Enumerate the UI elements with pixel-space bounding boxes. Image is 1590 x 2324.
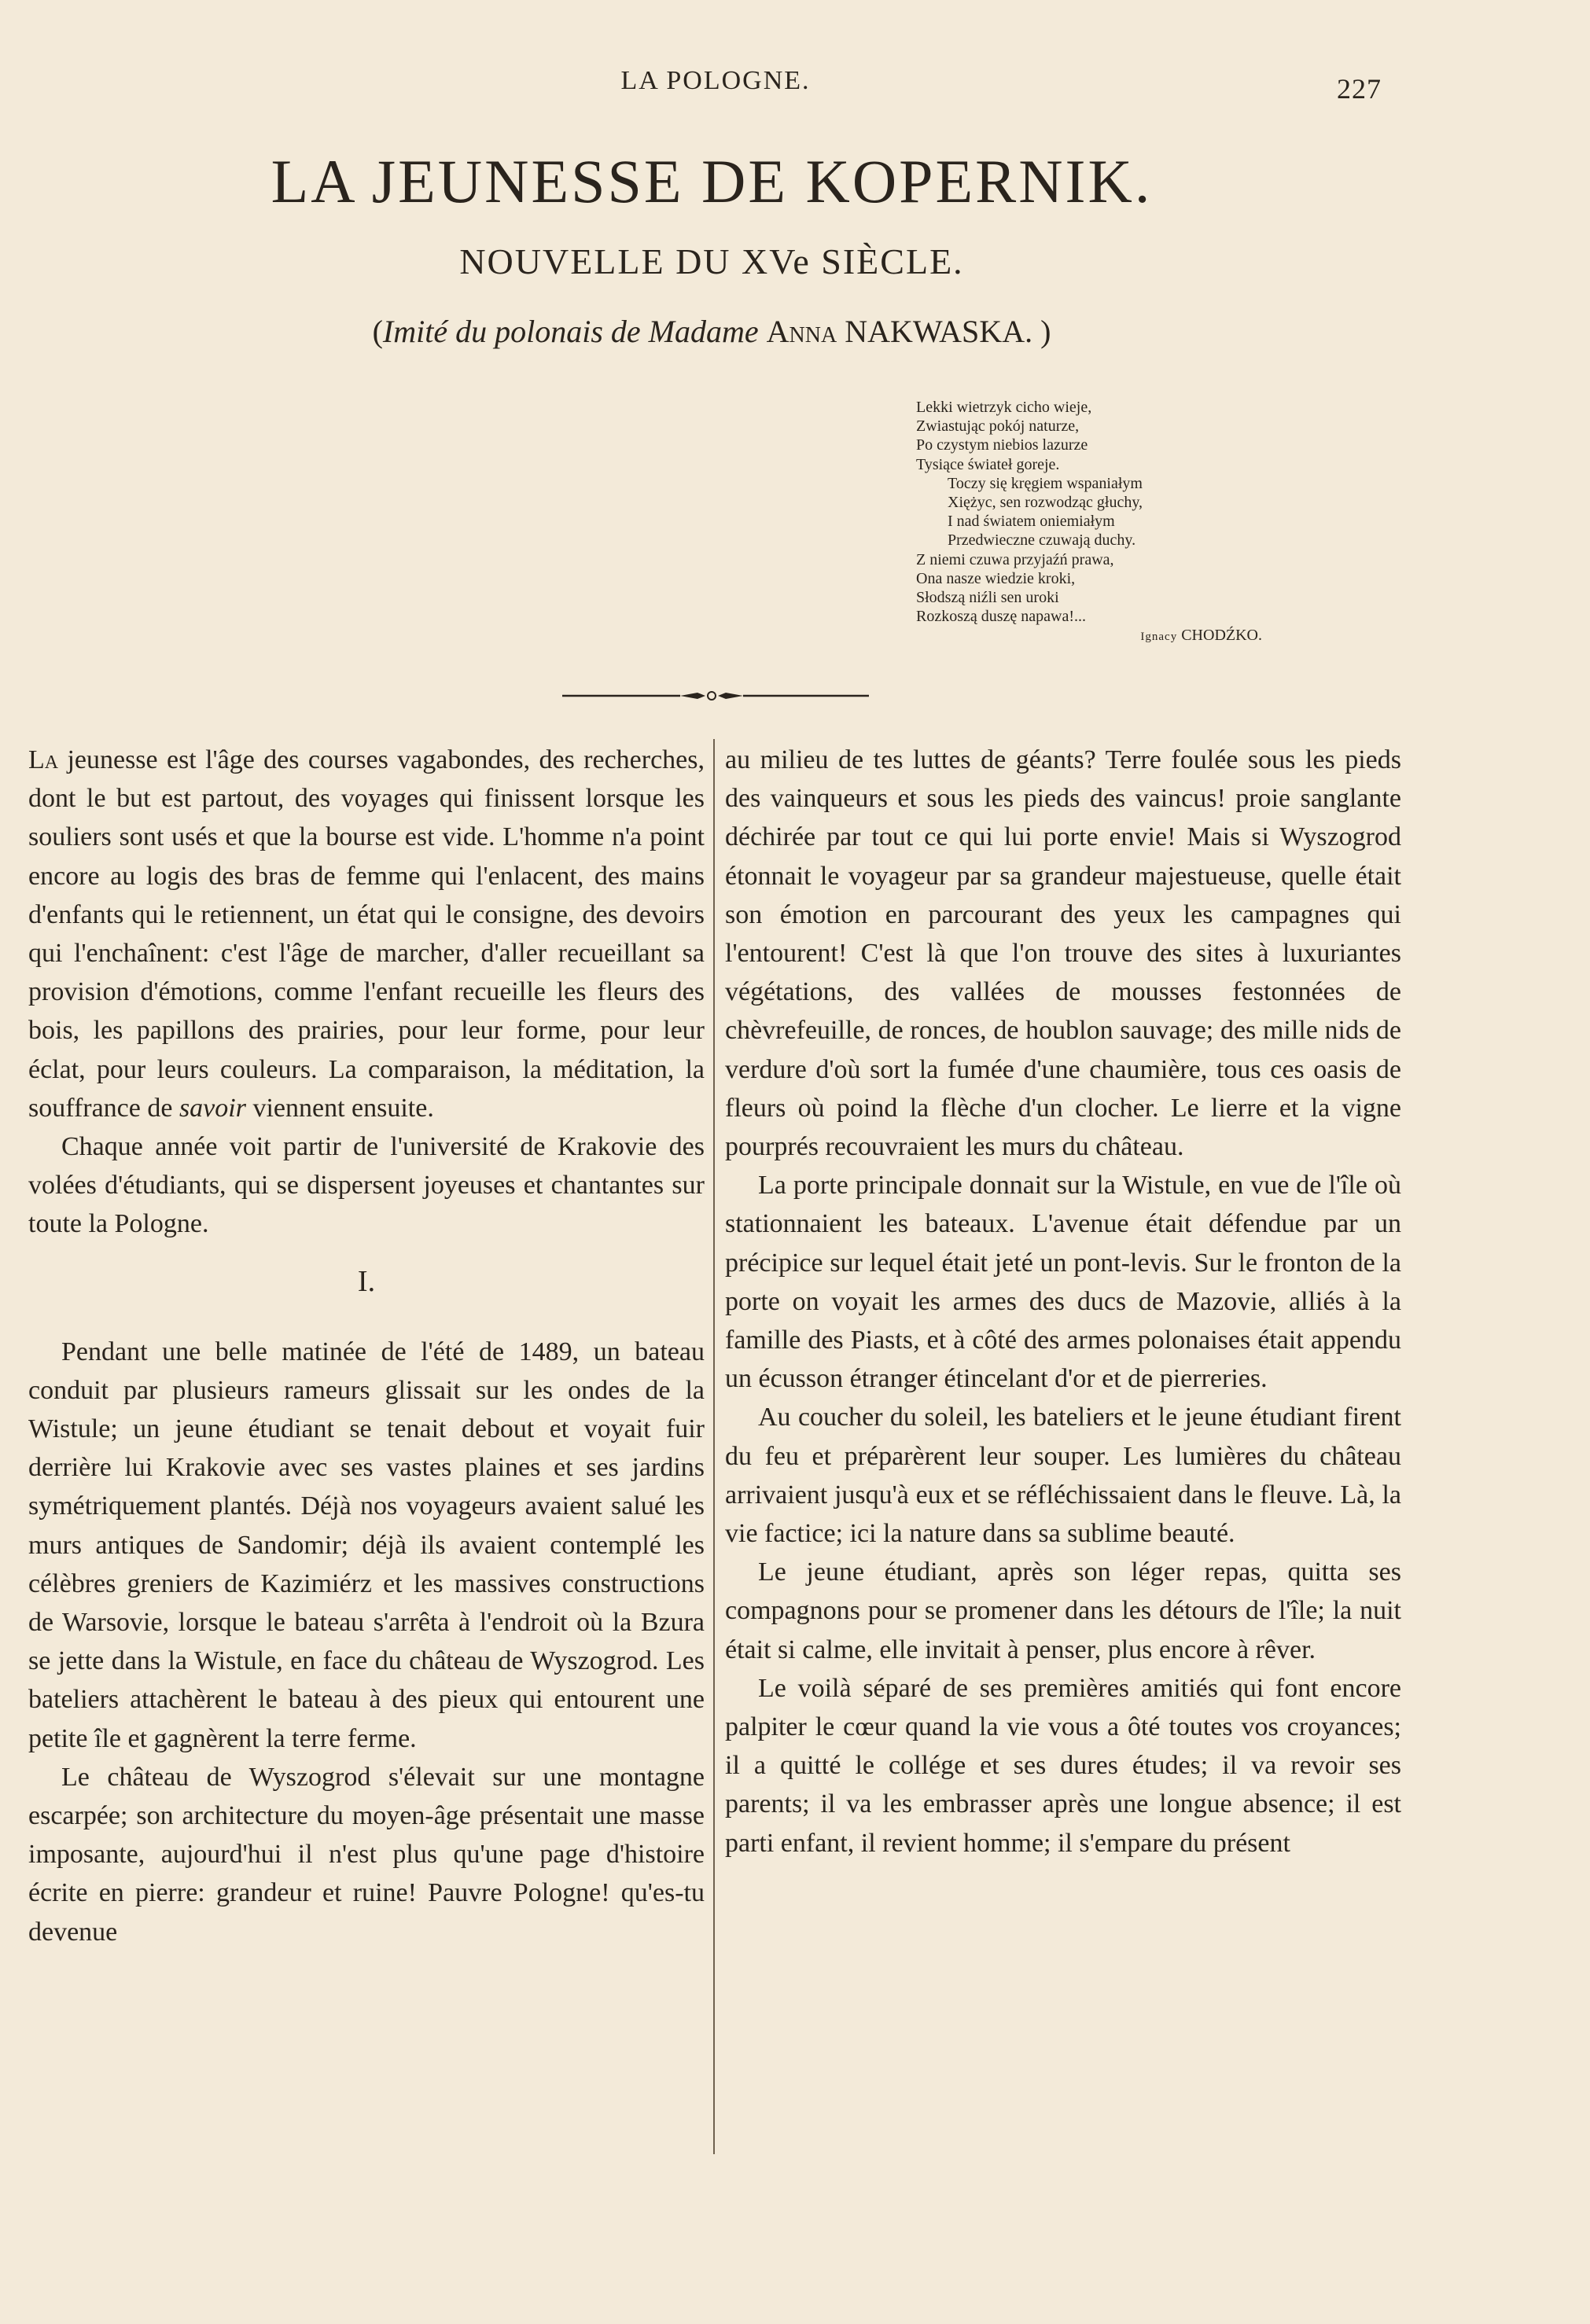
epigraph-line: Lekki wietrzyk cicho wieje, [916,399,1092,416]
epigraph-line: Xiężyc, sen rozwodząc głuchy, [948,494,1143,512]
section-heading: I. [357,1264,376,1298]
paragraph: Chaque année voit partir de l'université de Krakovie des volées d'étudiants, qui se dispersent joyeuses et chantantes sur toute la Pologne. [28,1132,705,1239]
epigraph-line: Słodszą niźli sen uroki [916,589,1059,607]
paragraph: Le château de Wyszogrod s'élevait sur une montagne escarpée; son architecture du moyen-âge présentait une masse imposante, aujourd'hui il n'est plus qu'une page d'histoire écrite en pierre: grandeur et ruine! Pauvre Pologne! qu'es-tu devenue [28,1762,705,1947]
epigraph-line: Rozkoszą duszę napawa!... [916,608,1087,626]
drop-cap: La [28,745,59,774]
epigraph-line: Tysiące świateł goreje. [916,455,1060,473]
attribution-surname: NAKWASKA. [845,314,1033,349]
paragraph: Le voilà séparé de ses premières amitiés qui font encore palpiter le cœur quand la vie vous a ôté toutes vos croyances; il a quitté le collége et ses dures études; il va revoir ses parents; il va les embrasser après une longue absence; il est parti enfant, il revient homme; il s'empare du présent [725,1673,1401,1858]
column-rule [713,739,715,2154]
attribution-italic-text: Imité du polonais de Madame [382,314,759,349]
epigraph-line: Toczy się kręgiem wspaniałym [948,474,1143,492]
paragraph-text: jeunesse est l'âge des courses vagabondes, des recherches, dont le but est partout, des voyages qui finissent lorsque les souliers sont usés et que la bourse est vide. L'homme n'a point encore au logis des bras de femme qui l'enlacent, des mains d'enfants qui le retiennent, un état qui le consigne, des devoirs qui l'enchaînent: c'est l'âge de marcher, d'aller recueillant sa provision d'émotions, comme l'enfant recueille les fleurs des bois, les papillons des prairies, pour leur forme, pour leur éclat, pour leurs couleurs. La comparaison, la méditation, la souffrance de [28,745,705,1123]
attribution-open-paren: ( [372,314,383,349]
epigraph [916,398,1262,647]
paragraph: La porte principale donnait sur la Wistule, en vue de l'île où stationnaient les bateaux. L'avenue était défendue par un précipice sur lequel était jeté un pont-levis. Sur le fronton de la porte on voyait les armes des ducs de Mazovie, alliés à la famille des Piasts, et à côté des armes polonaises était appendu un écusson étranger étincelant d'or et de pierreries. [725,1171,1401,1394]
paragraph: Au coucher du soleil, les bateliers et le jeune étudiant firent du feu et préparèrent leur souper. Les lumières du château arrivaient jusqu'à eux et se réfléchissaient dans le fleuve. Là, la vie factice; ici la nature dans sa sublime beauté. [725,1403,1401,1549]
paragraph: au milieu de tes luttes de géants? Terre foulée sous les pieds des vainqueurs et sous les pieds des vaincus! proie sanglante déchirée par tout ce qui lui porte envie! Mais si Wyszogrod étonnait le voyageur par sa grandeur majestueuse, quelle était son émotion en parcourant des yeux les campagnes qui l'entourent! C'est là que l'on trouve des sites à luxuriantes végétations, des vallées de mousses festonnées de chèvrefeuille, de ronces, de houblon sauvage; des mille nids de verdure d'où sort la fumée d'une chaumière, tous ces oasis de fleurs où poind la flèche d'un clocher. Le lierre et la vigne pourprés recouvraient les murs du château. [725,745,1401,1162]
epigraph-author-last: CHODŹKO. [1181,627,1262,645]
right-column [725,741,1401,1863]
left-column [28,741,705,1951]
paragraph [28,741,705,1127]
paragraph: Pendant une belle matinée de l'été de 1489, un bateau conduit par plusieurs rameurs glissait sur les ondes de la Wistule; un jeune étudiant se tenait debout et voyait fuir derrière lui Krakovie avec ses vastes plaines et ses jardins symétriquement plantés. Déjà nos voyageurs avaient salué les murs antiques de Sandomir; déjà ils avaient contemplé les célèbres greniers de Kazimiérz et les massives constructions de Warsovie, lorsque le bateau s'arrêta à l'endroit où la Bzura se jette dans la Wistule, en face du château de Wyszogrod. Les bateliers attachèrent le bateau à des pieux qui entourent une petite île et gagnèrent la terre ferme. [28,1337,705,1753]
epigraph-line: Zwiastując pokój naturze, [916,417,1080,436]
epigraph-line: I nad światem oniemiałym [948,513,1115,531]
paragraph-text-end: viennent ensuite. [245,1093,434,1123]
epigraph-line: Ona nasze wiedzie kroki, [916,569,1076,587]
attribution [0,313,1423,350]
attribution-close-paren: ) [1040,314,1051,349]
epigraph-line: Po czystym niebios lazurze [916,436,1088,454]
epigraph-line: Z niemi czuwa przyjaźń prawa, [916,550,1114,568]
epigraph-author-first: Ignacy [1140,631,1178,644]
subtitle: NOUVELLE DU XVe SIÈCLE. [459,241,964,281]
ornament-divider-icon [562,686,869,706]
epigraph-line: Przedwieczne czuwają duchy. [948,531,1136,550]
paragraph: Le jeune étudiant, après son léger repas, quitta ses compagnons pour se promener dans les détours de l'île; la nuit était si calme, elle invitait à penser, plus encore à rêver. [725,1557,1401,1664]
page-number: 227 [1337,73,1382,105]
running-head: LA POLOGNE. [620,66,811,95]
page-title: LA JEUNESSE DE KOPERNIK. [271,147,1153,215]
epigraph-author [916,626,1262,646]
paragraph-italic: savoir [179,1093,246,1123]
attribution-first-name: Anna [766,314,837,349]
